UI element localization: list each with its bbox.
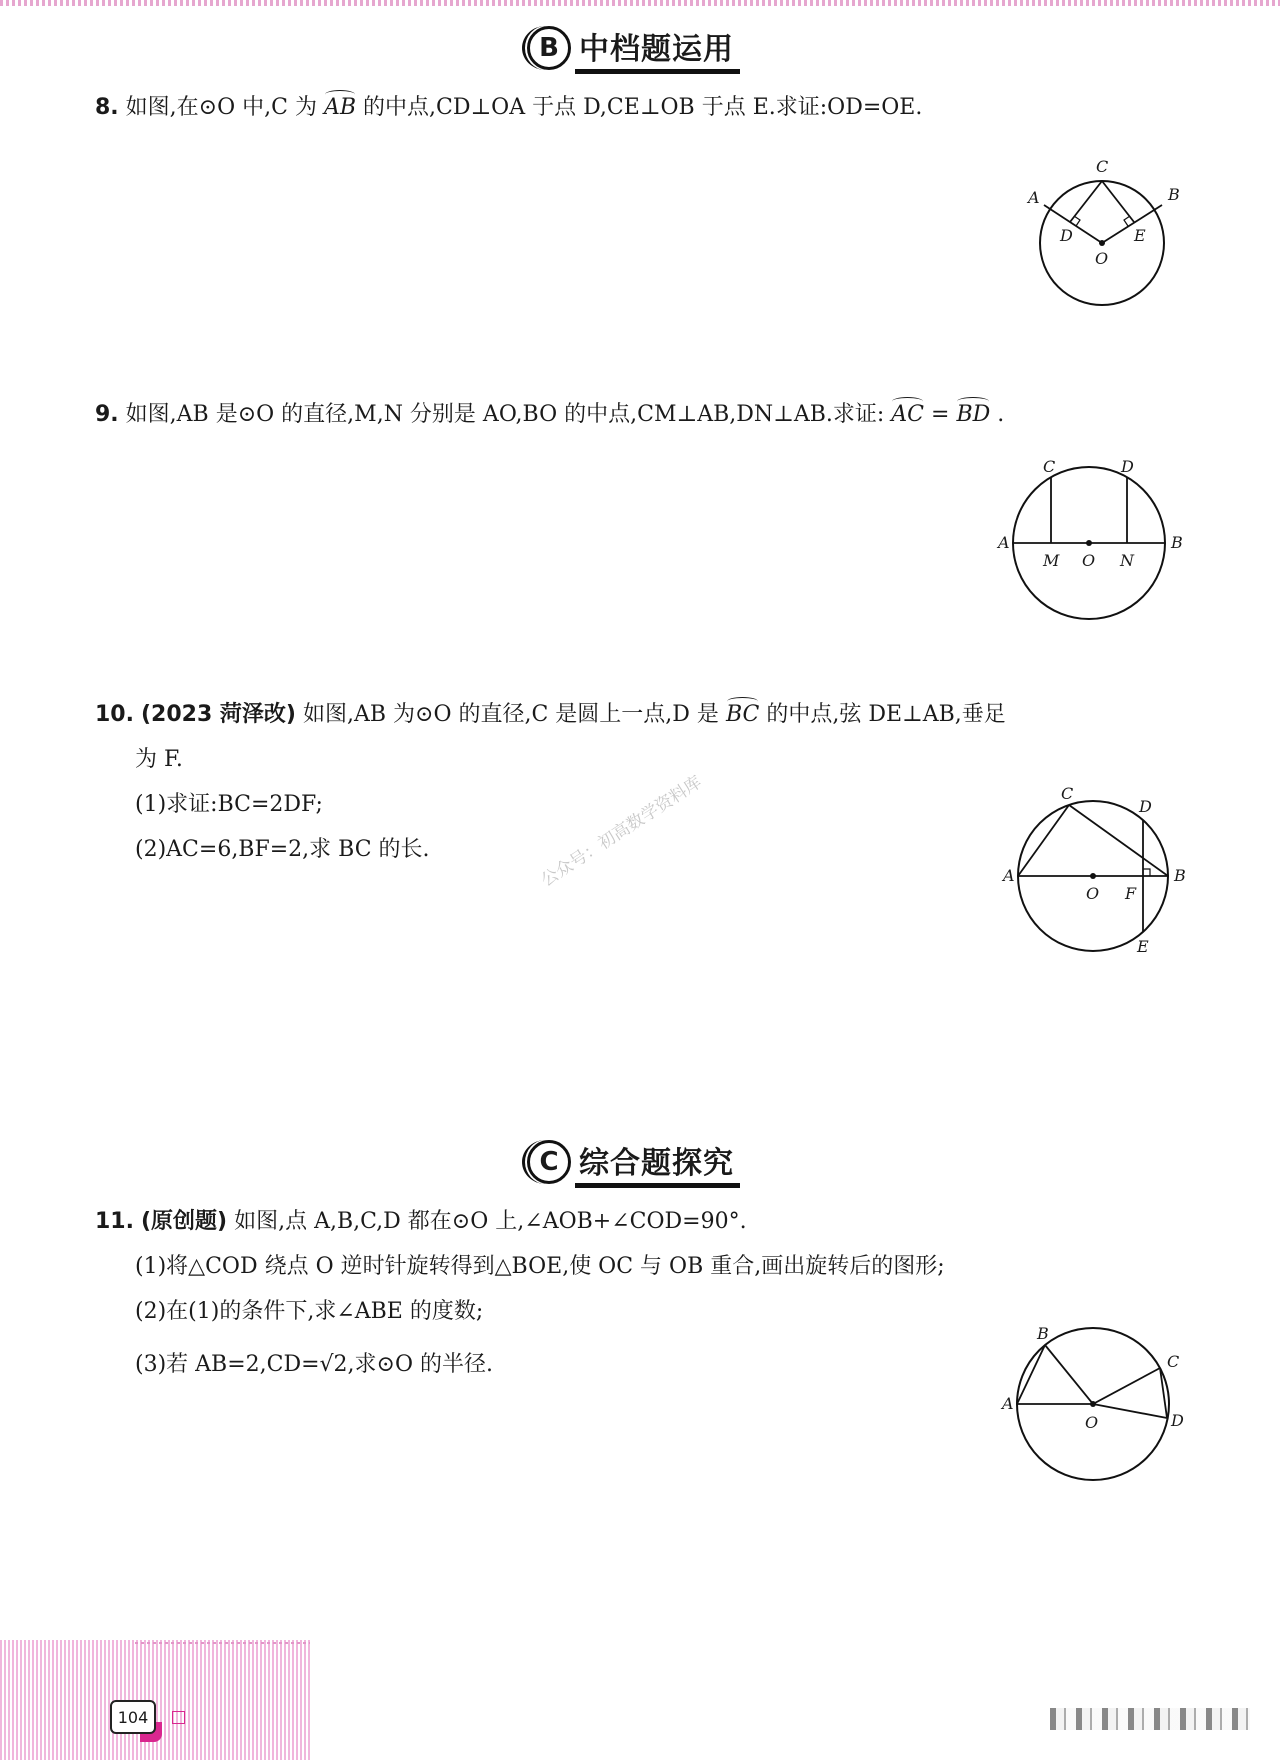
segment-ab [1017, 1345, 1045, 1404]
label-d: D [1139, 797, 1152, 816]
problem-10 [95, 700, 1006, 730]
segment-ob [1102, 205, 1162, 243]
label-a: A [1003, 866, 1015, 885]
label-a: A [998, 533, 1010, 552]
scan-artifact [1050, 1708, 1250, 1730]
label-a: A [1002, 1394, 1014, 1413]
problem-text: 的中点,弦 DE⊥AB,垂足 [766, 702, 1006, 727]
problem-text: 的中点,CD⊥OA 于点 D,CE⊥OB 于点 E.求证:OD=OE. [363, 95, 923, 120]
problem-number: 10. [95, 702, 134, 727]
label-n: N [1120, 551, 1134, 570]
section-header-c [527, 1136, 767, 1188]
label-m: M [1043, 551, 1060, 570]
label-o: O [1086, 884, 1100, 903]
figure-problem-9 [995, 450, 1195, 625]
section-title-b: 中档题运用 [579, 24, 734, 72]
problem-text: 如图,在⊙O 中,C 为 [125, 95, 317, 120]
square-icon [172, 1711, 185, 1724]
problem-source: (原创题) [140, 1209, 228, 1234]
problem-text: 如图,点 A,B,C,D 都在⊙O 上,∠AOB+∠COD=90°. [234, 1209, 747, 1234]
top-border [0, 0, 1280, 6]
right-angle-f [1143, 869, 1150, 876]
figure-problem-11 [995, 1320, 1205, 1490]
center-point [1099, 240, 1105, 246]
label-b: B [1171, 533, 1183, 552]
equals-sign: = [931, 402, 950, 427]
footer-pattern [0, 1640, 310, 1760]
problem-11-q3: (3)若 AB=2,CD=√2,求⊙O 的半径. [135, 1352, 494, 1377]
arc-symbol: BC [726, 700, 759, 730]
center-point [1090, 1401, 1096, 1407]
segment-ac [1018, 805, 1069, 876]
footer-rule [135, 1642, 310, 1644]
problem-text: 如图,AB 是⊙O 的直径,M,N 分别是 AO,BO 的中点,CM⊥AB,DN⊥AB.求证: [125, 402, 885, 427]
segment-bo [1045, 1345, 1093, 1404]
problem-10-q2: (2)AC=6,BF=2,求 BC 的长. [135, 837, 430, 862]
label-b: B [1168, 185, 1180, 204]
label-b: B [1174, 866, 1186, 885]
problem-11 [95, 1207, 747, 1237]
segment-cb [1069, 805, 1168, 876]
problem-11-q2: (2)在(1)的条件下,求∠ABE 的度数; [135, 1299, 484, 1324]
label-c: C [1061, 784, 1074, 803]
label-c: C [1043, 457, 1056, 476]
problem-number: 11. [95, 1209, 134, 1234]
label-o: O [1095, 249, 1109, 268]
arc-symbol: AC [891, 400, 924, 430]
segment-oa [1044, 205, 1102, 243]
arc-symbol: AB [324, 93, 356, 123]
label-d: D [1121, 457, 1134, 476]
section-badge-b: B [527, 26, 571, 70]
label-b: B [1037, 1324, 1049, 1343]
section-badge-c: C [527, 1140, 571, 1184]
center-point [1086, 540, 1092, 546]
section-title-c: 综合题探究 [579, 1138, 734, 1186]
figure-problem-8 [1010, 150, 1210, 320]
problem-text: . [997, 402, 1005, 427]
page-number: 104 [110, 1700, 156, 1734]
center-point [1090, 873, 1096, 879]
problem-text: 如图,AB 为⊙O 的直径,C 是圆上一点,D 是 [302, 702, 719, 727]
label-d: D [1060, 226, 1073, 245]
problem-10-q1: (1)求证:BC=2DF; [135, 792, 323, 817]
problem-9 [95, 400, 1004, 430]
label-f: F [1125, 884, 1137, 903]
right-angle-e [1124, 216, 1130, 226]
segment-od [1093, 1404, 1167, 1418]
label-e: E [1137, 937, 1149, 955]
problem-number: 9. [95, 402, 119, 427]
label-a: A [1028, 188, 1040, 207]
problem-number: 8. [95, 95, 119, 120]
figure-problem-10 [995, 780, 1195, 955]
problem-10-line2: 为 F. [135, 747, 183, 772]
label-c: C [1167, 1352, 1180, 1371]
problem-11-q1: (1)将△COD 绕点 O 逆时针旋转得到△BOE,使 OC 与 OB 重合,画出旋转后的图形; [135, 1254, 945, 1279]
problem-source: (2023 菏泽改) [140, 702, 296, 727]
problem-8 [95, 93, 922, 123]
label-o: O [1085, 1413, 1099, 1432]
section-header-b [527, 22, 767, 74]
watermark: 公众号：初高数学资料库 [537, 772, 706, 891]
arc-symbol: BD [956, 400, 990, 430]
label-d: D [1171, 1411, 1184, 1430]
label-c: C [1096, 157, 1109, 176]
segment-oc [1093, 1368, 1160, 1404]
label-e: E [1134, 226, 1146, 245]
label-o: O [1082, 551, 1096, 570]
